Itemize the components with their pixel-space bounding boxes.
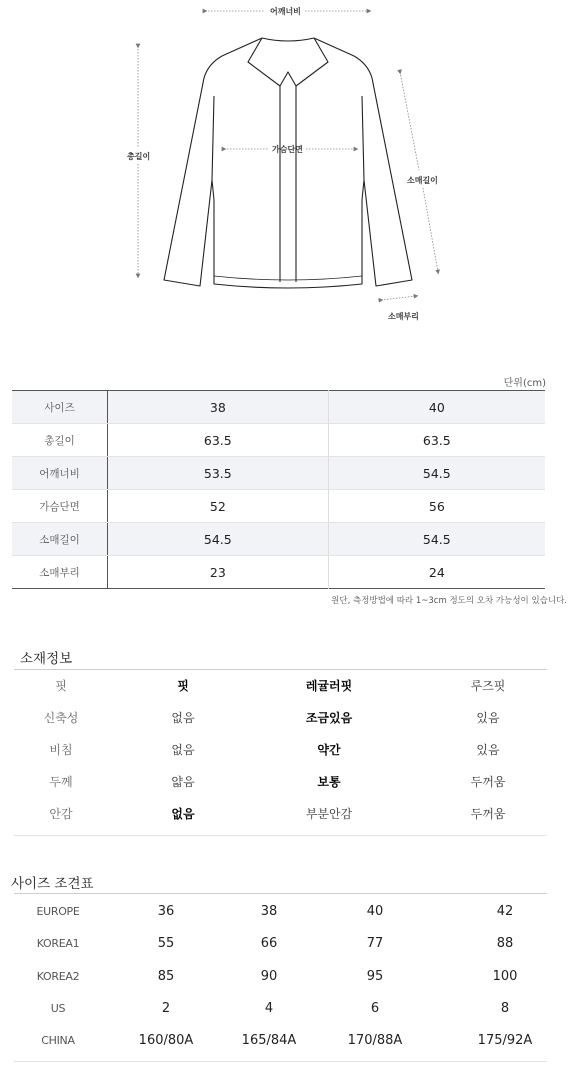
- size-value: 4: [264, 1001, 274, 1016]
- material-option: 두꺼움: [470, 775, 506, 789]
- size-value: 8: [500, 1001, 510, 1016]
- material-row-thickness: [16, 766, 546, 798]
- row-header: 소매길이: [12, 523, 108, 556]
- material-option: 핏: [177, 679, 189, 693]
- size-value: 40: [366, 904, 384, 919]
- section-divider: [14, 1061, 547, 1062]
- material-option: 없음: [171, 711, 195, 725]
- size-40-value: 54.5: [328, 523, 545, 556]
- size-chart-title: 사이즈 조견표: [11, 876, 94, 892]
- size-value: 66: [260, 936, 278, 951]
- material-label: 핏: [55, 679, 67, 693]
- material-option-selected: 약간: [317, 743, 341, 757]
- material-row-lining: [16, 798, 546, 830]
- size-value: 170/88A: [347, 1033, 403, 1048]
- conversion-row-china: [0, 1025, 570, 1057]
- material-row-fit: [16, 670, 546, 702]
- size-value: 88: [496, 936, 514, 951]
- table-row: [12, 457, 545, 490]
- size-38-value: 53.5: [108, 457, 329, 490]
- size-40-value: 40: [328, 391, 545, 424]
- size-value: 55: [157, 936, 175, 951]
- size-40-value: 24: [428, 564, 445, 580]
- material-option: 부분안감: [305, 807, 353, 821]
- material-info-title: 소재정보: [20, 651, 73, 667]
- material-option: 레귤러핏: [305, 679, 353, 693]
- sleeve-length-label: 소매길이: [407, 176, 438, 185]
- shirt-illustration: [0, 0, 570, 330]
- table-row: [12, 424, 545, 457]
- region-label: KOREA1: [36, 937, 80, 950]
- size-value: 85: [157, 969, 175, 984]
- row-header: 소매부리: [12, 556, 108, 589]
- size-38-value: 23: [108, 556, 329, 589]
- table-row: [12, 391, 545, 424]
- size-value: 6: [370, 1001, 380, 1016]
- row-header: 사이즈: [12, 391, 108, 424]
- cuff-width-label: 소매부리: [388, 312, 419, 321]
- size-38-value: 63.5: [108, 424, 329, 457]
- size-value: 77: [366, 936, 384, 951]
- region-label: CHINA: [41, 1034, 75, 1047]
- row-header: 총길이: [12, 424, 108, 457]
- chest-width-label: 가슴단면: [272, 145, 303, 154]
- row-header: 어깨너비: [12, 457, 108, 490]
- material-option-selected: 조금있음: [305, 711, 353, 725]
- size-38-value: 54.5: [108, 523, 329, 556]
- size-40-value: 54.5: [328, 457, 545, 490]
- material-option: 없음: [171, 743, 195, 757]
- shoulder-width-label: 어깨너비: [270, 7, 301, 16]
- material-row-stretch: [16, 702, 546, 734]
- size-measurement-table: [12, 390, 545, 589]
- material-label: 비침: [49, 743, 73, 757]
- conversion-row-korea2: [0, 961, 570, 993]
- material-label: 두께: [49, 775, 73, 789]
- conversion-row-europe: [0, 896, 570, 928]
- material-option: 있음: [476, 711, 500, 725]
- row-header: 가슴단면: [12, 490, 108, 523]
- region-label: US: [50, 1002, 66, 1015]
- size-40-value: 63.5: [328, 424, 545, 457]
- size-value: 90: [260, 969, 278, 984]
- size-value: 38: [260, 904, 278, 919]
- total-length-label: 총길이: [127, 152, 151, 161]
- unit-label: 단위(cm): [503, 378, 546, 389]
- size-value: 160/80A: [138, 1033, 194, 1048]
- region-label: KOREA2: [36, 970, 80, 983]
- material-label: 안감: [49, 807, 73, 821]
- material-option: 두꺼움: [470, 807, 506, 821]
- size-value: 175/92A: [477, 1033, 533, 1048]
- material-option: 있음: [476, 743, 500, 757]
- table-row: [12, 523, 545, 556]
- size-value: 36: [157, 904, 175, 919]
- size-38-value: 52: [108, 490, 329, 523]
- section-divider: [14, 835, 547, 836]
- size-value: 100: [492, 969, 518, 984]
- size-value: 2: [161, 1001, 171, 1016]
- size-38-value: 38: [108, 391, 329, 424]
- table-row: [12, 556, 545, 589]
- conversion-row-korea1: [0, 928, 570, 960]
- size-value: 165/84A: [241, 1033, 297, 1048]
- material-label: 신축성: [43, 711, 79, 725]
- measurement-note: 원단, 측정방법에 따라 1~3cm 정도의 오차 가능성이 있습니다.: [331, 596, 567, 606]
- size-value: 42: [496, 904, 514, 919]
- table-row: [12, 490, 545, 523]
- material-option: 루즈핏: [470, 679, 506, 693]
- material-option-selected: 없음: [171, 807, 195, 821]
- material-option: 얇음: [171, 775, 195, 789]
- size-40-value: 56: [328, 490, 545, 523]
- garment-size-diagram: [0, 0, 570, 330]
- region-label: EUROPE: [36, 905, 80, 918]
- conversion-row-us: [0, 993, 570, 1025]
- material-option-selected: 보통: [317, 775, 341, 789]
- material-row-transparency: [16, 734, 546, 766]
- section-divider: [14, 893, 547, 894]
- size-value: 95: [366, 969, 384, 984]
